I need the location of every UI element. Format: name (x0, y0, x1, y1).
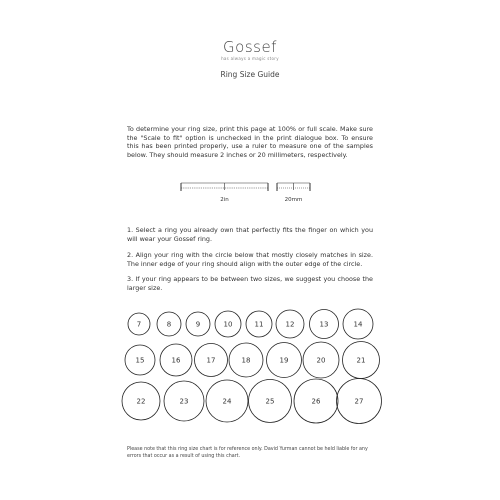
ring-size-label: 20 (316, 356, 326, 365)
ring-size-label: 15 (135, 356, 145, 365)
ring-size-15 (125, 345, 155, 375)
intro-paragraph: To determine your ring size, print this page at 100% or full scale. Make sure the "Scale to fit" option is unchecked in the print dialogue box. To ensure this has been printed properly, use a ruler to measure one of the samples below. They should measure 2 inches or 20 millimeters, respectively. (127, 125, 373, 159)
ring-size-21 (343, 342, 380, 379)
ring-size-label: 17 (206, 356, 216, 365)
ring-size-11 (246, 311, 272, 337)
ring-size-13 (310, 310, 339, 339)
ring-size-8 (157, 312, 181, 336)
ring-size-label: 12 (285, 320, 295, 329)
ring-size-24 (206, 380, 248, 422)
ring-size-label: 24 (222, 397, 232, 406)
ring-size-label: 9 (195, 320, 201, 329)
disclaimer-note: Please note that this ring size chart is for reference only. David Yurman cannot be held liable for any errors that occur as a result of using this chart. (127, 447, 368, 459)
ring-size-14 (343, 309, 373, 339)
ring-size-label: 19 (279, 356, 289, 365)
step-3: 3. If your ring appears to be between two sizes, we suggest you choose the larger size. (127, 275, 373, 292)
mm-ruler-label: 20mm (284, 197, 303, 203)
ring-size-label: 25 (265, 397, 275, 406)
step-2: 2. Align your ring with the circle below that mostly closely matches in size. The inner edge of your ring should align with the outer edge of the circle. (127, 251, 373, 268)
ring-size-27 (337, 379, 382, 424)
brand-logo: Gossef (223, 38, 277, 56)
ring-size-16 (160, 344, 192, 376)
ring-size-label: 16 (171, 356, 181, 365)
ring-size-26 (294, 379, 338, 423)
ring-size-label: 22 (136, 397, 146, 406)
inch-ruler-label: 2in (220, 197, 229, 203)
ring-size-label: 10 (223, 320, 233, 329)
ring-size-25 (249, 380, 292, 423)
ring-size-18 (229, 343, 263, 377)
ring-size-9 (186, 312, 210, 336)
ring-size-label: 21 (356, 356, 366, 365)
ring-size-label: 18 (241, 356, 251, 365)
ring-size-label: 11 (254, 320, 264, 329)
page-title: Ring Size Guide (220, 70, 280, 79)
ring-size-label: 7 (136, 320, 142, 329)
ring-size-label: 26 (311, 397, 321, 406)
ring-size-12 (276, 310, 304, 338)
ring-size-10 (215, 311, 241, 337)
step-1: 1. Select a ring you already own that perfectly fits the finger on which you will wear your Gossef ring. (127, 226, 373, 243)
ring-size-22 (122, 382, 160, 420)
ring-size-label: 23 (179, 397, 189, 406)
ring-size-23 (164, 381, 204, 421)
ring-size-7 (128, 313, 150, 335)
ring-size-label: 27 (354, 397, 364, 406)
ring-size-17 (195, 344, 228, 377)
ring-size-19 (267, 343, 302, 378)
ring-size-label: 14 (353, 320, 363, 329)
ring-size-label: 8 (166, 320, 172, 329)
brand-tagline: has always a magic story (221, 56, 279, 61)
ring-size-20 (303, 342, 339, 378)
ring-size-label: 13 (319, 320, 329, 329)
